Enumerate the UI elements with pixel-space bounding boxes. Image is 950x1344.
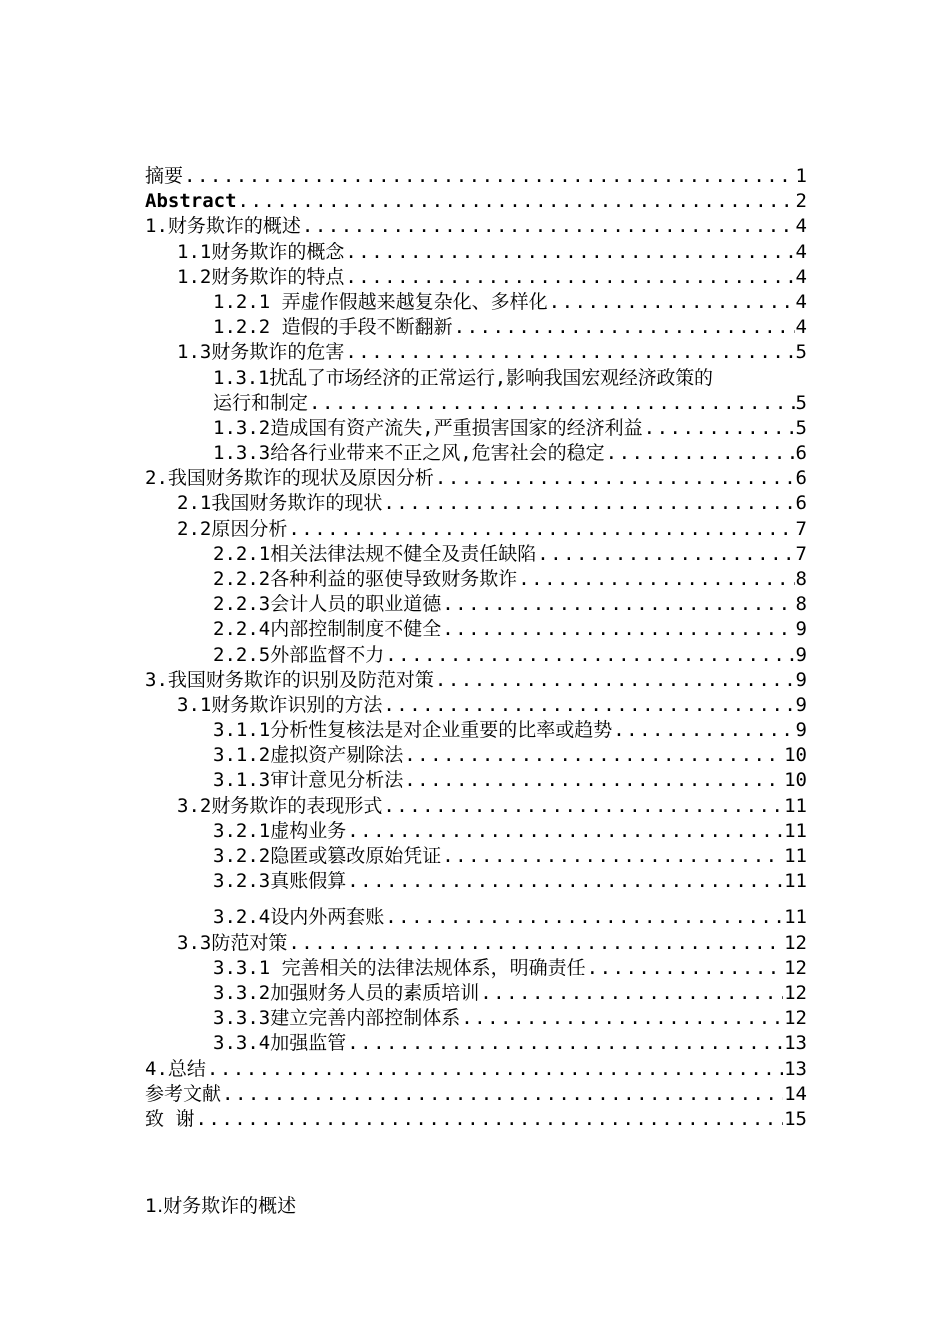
toc-entry[interactable] (145, 189, 807, 214)
toc-entry-page-number: 2 (795, 190, 807, 213)
toc-entry[interactable] (145, 1031, 807, 1056)
toc-entry[interactable] (145, 542, 807, 567)
toc-entry-page-number: 11 (784, 906, 807, 929)
toc-entry-title: 摘要 (145, 164, 184, 187)
toc-entry[interactable] (145, 1006, 807, 1031)
toc-entry[interactable] (145, 931, 807, 956)
toc-entry-page-number: 9 (795, 618, 807, 641)
dot-leader (383, 794, 783, 819)
toc-entry[interactable] (145, 1107, 807, 1132)
toc-entry[interactable] (145, 517, 807, 542)
toc-entry-page-number: 7 (795, 517, 807, 540)
dot-leader (385, 643, 794, 668)
toc-entry-title: 3.1.3审计意见分析法 (213, 769, 404, 792)
toc-entry-title: 3.3.4加强监管 (213, 1032, 347, 1055)
toc-entry[interactable] (145, 1082, 807, 1107)
toc-entry[interactable] (145, 743, 807, 768)
toc-entry-page-number: 12 (784, 981, 807, 1004)
toc-entry[interactable] (145, 441, 807, 466)
toc-entry-title: 1.2.2 造假的手段不断翻新 (213, 316, 453, 339)
dot-leader (404, 743, 783, 768)
toc-entry[interactable] (145, 617, 807, 642)
toc-entry-page-number: 5 (795, 341, 807, 364)
toc-entry-title: 3.2.2隐匿或篡改原始凭证 (213, 845, 442, 868)
toc-entry-page-number: 9 (795, 643, 807, 666)
toc-entry[interactable] (145, 265, 807, 290)
toc-entry-title: 运行和制定 (213, 391, 309, 414)
toc-entry[interactable] (145, 643, 807, 668)
toc-entry-title: 3.1.2虚拟资产剔除法 (213, 744, 404, 767)
toc-entry-title: 2.2.1相关法律法规不健全及责任缺陷 (213, 542, 537, 565)
toc-entry[interactable] (145, 769, 807, 794)
section-heading: 1.财务欺诈的概述 (145, 1195, 297, 1217)
dot-leader (644, 416, 795, 441)
toc-entry-title: 3.3防范对策 (177, 931, 288, 954)
toc-entry[interactable] (145, 819, 807, 844)
toc-entry[interactable] (145, 869, 807, 894)
toc-entry-page-number: 11 (784, 870, 807, 893)
toc-entry-page-number: 9 (795, 668, 807, 691)
dot-leader (383, 693, 794, 718)
toc-entry-page-number: 4 (795, 290, 807, 313)
toc-entry-page-number: 6 (795, 442, 807, 465)
toc-entry[interactable] (145, 567, 807, 592)
dot-leader (385, 905, 783, 930)
table-of-contents (145, 164, 807, 1132)
toc-entry-page-number: 10 (784, 744, 807, 767)
dot-leader (454, 315, 795, 340)
toc-entry-page-number: 13 (784, 1057, 807, 1080)
toc-entry-page-number: 13 (784, 1032, 807, 1055)
toc-entry-page-number: 4 (795, 215, 807, 238)
toc-entry[interactable] (145, 905, 807, 930)
dot-leader (518, 567, 794, 592)
toc-entry-title: 1.3财务欺诈的危害 (177, 341, 345, 364)
toc-entry-page-number: 9 (795, 719, 807, 742)
toc-entry-title: Abstract (145, 190, 237, 213)
toc-entry[interactable] (145, 693, 807, 718)
toc-entry-title: 3.2.1虚构业务 (213, 819, 347, 842)
dot-leader (461, 1006, 783, 1031)
toc-entry-title: 2.我国财务欺诈的现状及原因分析 (145, 467, 434, 490)
dot-leader (288, 931, 783, 956)
toc-entry-title: 1.财务欺诈的概述 (145, 215, 301, 238)
toc-entry-title: 2.2.2各种利益的驱使导致财务欺诈 (213, 567, 518, 590)
dot-leader (606, 441, 795, 466)
toc-entry[interactable] (145, 340, 807, 365)
toc-entry[interactable] (145, 718, 807, 743)
toc-entry-title: 1.3.3给各行业带来不正之风,危害社会的稳定 (213, 442, 605, 465)
toc-entry[interactable] (145, 794, 807, 819)
toc-entry-page-number: 1 (795, 164, 807, 187)
toc-entry-title: 2.1我国财务欺诈的现状 (177, 492, 383, 515)
toc-entry-page-number: 7 (795, 542, 807, 565)
toc-entry-title: 3.我国财务欺诈的识别及防范对策 (145, 668, 434, 691)
dot-leader (345, 265, 794, 290)
dot-leader (309, 391, 795, 416)
dot-leader (613, 718, 794, 743)
toc-entry[interactable] (145, 844, 807, 869)
toc-entry-title: 1.1财务欺诈的概念 (177, 240, 345, 263)
toc-entry[interactable] (145, 391, 807, 416)
toc-entry-page-number: 14 (784, 1082, 807, 1105)
toc-entry[interactable] (145, 491, 807, 516)
toc-entry-title: 3.3.1 完善相关的法律法规体系，明确责任 (213, 956, 586, 979)
toc-entry-title: 3.1.1分析性复核法是对企业重要的比率或趋势 (213, 719, 613, 742)
toc-entry-page-number: 11 (784, 845, 807, 868)
toc-entry-page-number: 6 (795, 492, 807, 515)
toc-entry[interactable] (145, 466, 807, 491)
dot-leader (347, 1031, 783, 1056)
toc-entry[interactable] (145, 240, 807, 265)
toc-entry-page-number: 6 (795, 467, 807, 490)
dot-leader (442, 617, 794, 642)
toc-entry-page-number: 12 (784, 956, 807, 979)
toc-entry-title: 3.2.3真账假算 (213, 870, 347, 893)
toc-entry-title: 3.2.4设内外两套账 (213, 906, 385, 929)
toc-entry-page-number: 11 (784, 819, 807, 842)
dot-leader (442, 592, 794, 617)
toc-entry[interactable] (145, 416, 807, 441)
toc-entry-title: 参考文献 (145, 1082, 222, 1105)
toc-entry-page-number: 9 (795, 693, 807, 716)
toc-entry-title: 3.3.3建立完善内部控制体系 (213, 1007, 461, 1030)
dot-leader (345, 240, 794, 265)
dot-leader (587, 956, 783, 981)
dot-leader (549, 290, 795, 315)
toc-entry-page-number: 12 (784, 1007, 807, 1030)
toc-entry[interactable] (145, 981, 807, 1006)
dot-leader (184, 164, 795, 189)
toc-entry[interactable] (145, 1057, 807, 1082)
dot-leader (195, 1107, 783, 1132)
dot-leader (222, 1082, 783, 1107)
toc-entry-title: 2.2.4内部控制制度不健全 (213, 618, 442, 641)
toc-entry-title: 1.2.1 弄虚作假越来越复杂化、多样化 (213, 290, 548, 313)
toc-entry[interactable] (145, 668, 807, 693)
toc-entry-page-number: 5 (795, 391, 807, 414)
toc-entry[interactable] (145, 315, 807, 340)
toc-entry[interactable] (145, 214, 807, 239)
dot-leader (347, 819, 783, 844)
toc-entry-title: 1.3.2造成国有资产流失,严重损害国家的经济利益 (213, 416, 643, 439)
toc-entry[interactable] (145, 290, 807, 315)
dot-leader (288, 517, 794, 542)
toc-entry[interactable] (145, 956, 807, 981)
toc-entry[interactable] (145, 592, 807, 617)
toc-entry-title: 4.总结 (145, 1057, 206, 1080)
dot-leader (537, 542, 794, 567)
toc-entry-title: 3.3.2加强财务人员的素质培训 (213, 981, 480, 1004)
toc-entry-title-line: 1.3.1扰乱了市场经济的正常运行,影响我国宏观经济政策的 (213, 366, 713, 389)
toc-entry-page-number: 11 (784, 794, 807, 817)
toc-entry-title: 2.2.5外部监督不力 (213, 643, 385, 666)
dot-leader (345, 340, 794, 365)
toc-entry-page-number: 4 (795, 265, 807, 288)
dot-leader (404, 768, 783, 793)
toc-entry-page-number: 8 (795, 593, 807, 616)
dot-leader (442, 844, 783, 869)
toc-entry-page-number: 15 (784, 1107, 807, 1130)
dot-leader (383, 491, 794, 516)
toc-entry-title: 2.2原因分析 (177, 517, 288, 540)
toc-entry-page-number: 8 (795, 567, 807, 590)
dot-leader (347, 869, 783, 894)
toc-entry-title: 1.2财务欺诈的特点 (177, 265, 345, 288)
toc-entry-page-number: 4 (795, 240, 807, 263)
dot-leader (435, 466, 795, 491)
toc-entry[interactable] (145, 164, 807, 189)
toc-entry-title: 致 谢 (145, 1107, 195, 1130)
toc-entry-page-number: 12 (784, 931, 807, 954)
dot-leader (480, 981, 783, 1006)
toc-entry-title: 2.2.3会计人员的职业道德 (213, 593, 442, 616)
dot-leader (207, 1057, 783, 1082)
dot-leader (238, 189, 795, 214)
toc-entry-title: 3.1财务欺诈识别的方法 (177, 693, 383, 716)
dot-leader (435, 668, 795, 693)
toc-entry-title: 3.2财务欺诈的表现形式 (177, 794, 383, 817)
dot-leader (302, 214, 795, 239)
toc-entry-page-number: 4 (795, 316, 807, 339)
toc-entry-page-number: 10 (784, 769, 807, 792)
toc-entry-page-number: 5 (795, 416, 807, 439)
